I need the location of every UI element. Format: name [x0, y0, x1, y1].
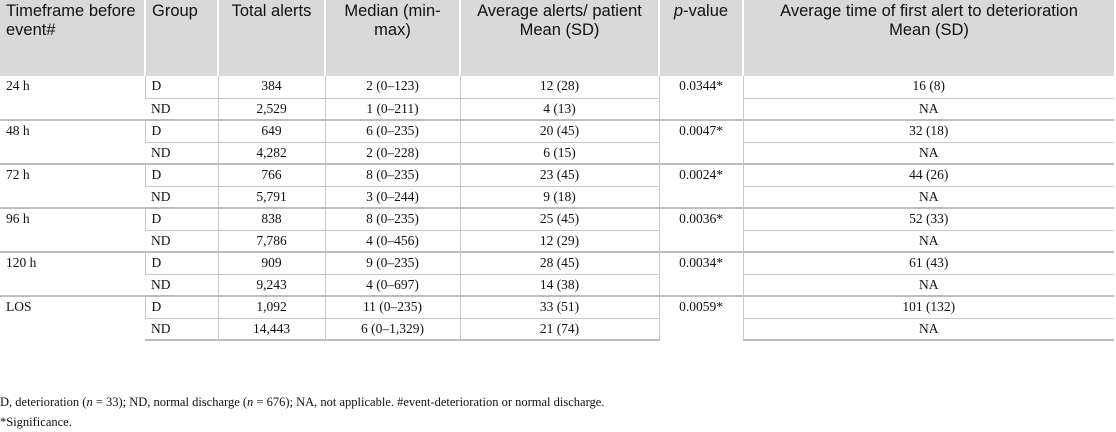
table-row: [0, 120, 1114, 142]
average-alerts-cell: 33 (51): [460, 296, 659, 318]
group-cell: D: [145, 296, 218, 318]
p-value-cell: 0.0024*: [659, 164, 743, 208]
average-time-cell: 44 (26): [743, 164, 1114, 186]
average-time-cell: 52 (33): [743, 208, 1114, 230]
footnote-abbreviations: [0, 392, 604, 412]
average-time-cell: NA: [743, 98, 1114, 120]
average-time-cell: 101 (132): [743, 296, 1114, 318]
median-cell: 4 (0–697): [325, 274, 460, 296]
total-alerts-cell: 2,529: [218, 98, 325, 120]
group-cell: ND: [145, 318, 218, 340]
median-cell: 6 (0–235): [325, 120, 460, 142]
timeframe-cell: 48 h: [0, 120, 145, 164]
total-alerts-cell: 766: [218, 164, 325, 186]
table-footnotes: [0, 392, 604, 432]
timeframe-cell: 120 h: [0, 252, 145, 296]
group-cell: ND: [145, 274, 218, 296]
table-body: [0, 76, 1114, 340]
p-value-cell: 0.0036*: [659, 208, 743, 252]
average-time-cell: 61 (43): [743, 252, 1114, 274]
p-value-cell: 0.0344*: [659, 76, 743, 120]
average-time-cell: 32 (18): [743, 120, 1114, 142]
average-time-cell: NA: [743, 186, 1114, 208]
footnote-part: = 33); ND, normal discharge (: [92, 395, 248, 409]
average-alerts-cell: 14 (38): [460, 274, 659, 296]
total-alerts-cell: 5,791: [218, 186, 325, 208]
average-time-cell: NA: [743, 142, 1114, 164]
table-row: [0, 230, 1114, 252]
table-row: [0, 98, 1114, 120]
footnote-n-italic: n: [247, 395, 254, 409]
group-cell: ND: [145, 142, 218, 164]
total-alerts-cell: 7,786: [218, 230, 325, 252]
group-cell: ND: [145, 98, 218, 120]
header-average-alerts-line1: Average alerts/ patient: [477, 2, 642, 20]
p-value-cell: 0.0047*: [659, 120, 743, 164]
average-alerts-cell: 21 (74): [460, 318, 659, 340]
header-p-rest: -value: [683, 2, 729, 20]
median-cell: 9 (0–235): [325, 252, 460, 274]
table-row: [0, 318, 1114, 340]
table-row: [0, 186, 1114, 208]
group-cell: ND: [145, 230, 218, 252]
header-p-italic: p: [673, 2, 684, 20]
average-alerts-cell: 6 (15): [460, 142, 659, 164]
header-p-value: [659, 0, 743, 76]
header-average-alerts-line2: Mean (SD): [519, 21, 600, 39]
median-cell: 2 (0–228): [325, 142, 460, 164]
average-alerts-cell: 23 (45): [460, 164, 659, 186]
median-cell: 6 (0–1,329): [325, 318, 460, 340]
timeframe-cell: 72 h: [0, 164, 145, 208]
footnote-significance: *Significance.: [0, 415, 72, 429]
total-alerts-cell: 909: [218, 252, 325, 274]
average-alerts-cell: 12 (28): [460, 76, 659, 98]
header-row: [0, 0, 1114, 76]
p-value-cell: 0.0034*: [659, 252, 743, 296]
average-alerts-cell: 28 (45): [460, 252, 659, 274]
header-average-alerts: [460, 0, 659, 76]
table-row: [0, 252, 1114, 274]
average-time-cell: 16 (8): [743, 76, 1114, 98]
table-row: [0, 76, 1114, 98]
footnote-n-italic: n: [86, 395, 93, 409]
total-alerts-cell: 649: [218, 120, 325, 142]
median-cell: 8 (0–235): [325, 208, 460, 230]
group-cell: D: [145, 76, 218, 98]
header-average-time-line2: Mean (SD): [889, 21, 969, 39]
header-timeframe: Timeframe before event#: [0, 0, 145, 76]
total-alerts-cell: 14,443: [218, 318, 325, 340]
table-row: [0, 164, 1114, 186]
average-time-cell: NA: [743, 274, 1114, 296]
header-total-alerts: Total alerts: [218, 0, 325, 76]
table-row: [0, 208, 1114, 230]
table-row: [0, 274, 1114, 296]
total-alerts-cell: 1,092: [218, 296, 325, 318]
average-alerts-cell: 25 (45): [460, 208, 659, 230]
average-alerts-cell: 9 (18): [460, 186, 659, 208]
average-time-cell: NA: [743, 230, 1114, 252]
group-cell: D: [145, 252, 218, 274]
footnote-part: = 676); NA, not applicable. #event-deterioration or normal discharge.: [253, 395, 605, 409]
footnote-part: D, deterioration (: [0, 395, 87, 409]
group-cell: D: [145, 120, 218, 142]
median-cell: 3 (0–244): [325, 186, 460, 208]
timeframe-cell: 24 h: [6, 78, 30, 93]
total-alerts-cell: 838: [218, 208, 325, 230]
total-alerts-cell: 384: [218, 76, 325, 98]
header-average-time-line1: Average time of first alert to deterioration: [780, 2, 1078, 20]
median-cell: 8 (0–235): [325, 164, 460, 186]
header-average-time: [743, 0, 1114, 76]
timeframe-cell: LOS: [0, 296, 145, 340]
group-cell: D: [145, 208, 218, 230]
header-median: Median (min-max): [325, 0, 460, 76]
median-cell: 11 (0–235): [325, 296, 460, 318]
median-cell: 2 (0–123): [325, 76, 460, 98]
median-cell: 4 (0–456): [325, 230, 460, 252]
group-cell: D: [145, 164, 218, 186]
total-alerts-cell: 9,243: [218, 274, 325, 296]
p-value-cell: 0.0059*: [659, 296, 743, 340]
average-alerts-cell: 4 (13): [460, 98, 659, 120]
group-cell: ND: [145, 186, 218, 208]
average-alerts-cell: 20 (45): [460, 120, 659, 142]
table-row: [0, 142, 1114, 164]
average-alerts-cell: 12 (29): [460, 230, 659, 252]
table-row: [0, 296, 1114, 318]
median-cell: 1 (0–211): [325, 98, 460, 120]
timeframe-cell: 96 h: [0, 208, 145, 252]
header-group: Group: [145, 0, 218, 76]
total-alerts-cell: 4,282: [218, 142, 325, 164]
average-time-cell: NA: [743, 318, 1114, 340]
